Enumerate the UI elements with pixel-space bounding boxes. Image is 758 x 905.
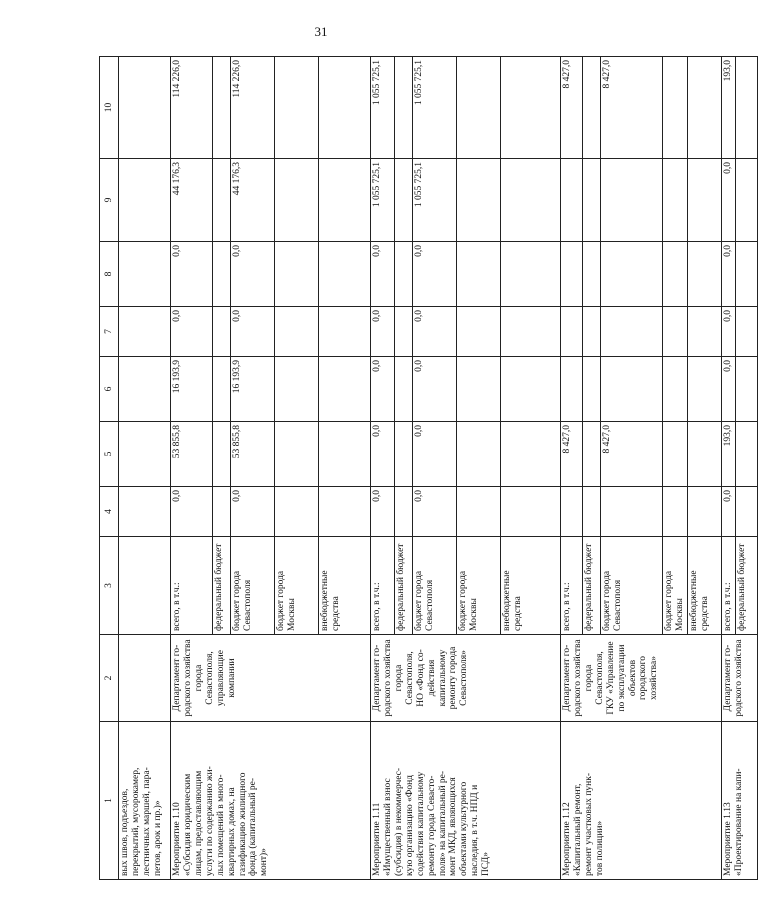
amount-cell [319,242,371,307]
measure-name-line: лицам, предоставляющим [193,770,204,876]
measure-name-line: ремонту города Севасто- [426,775,437,876]
amount-cell: 0,0 [371,422,395,487]
executor-line: компании [226,658,237,698]
rotated-table-container [99,57,747,880]
header-cell: 2 [100,635,119,722]
funding-source: бюджет города Севастополя [231,537,275,635]
amount-cell: 0,0 [413,307,457,357]
measure-name-line: газификацию жилищного [237,772,248,876]
amount-cell: 0,0 [231,307,275,357]
amount-cell [275,487,319,537]
amount-cell [319,422,371,487]
funding-source: всего, в т.ч.: [371,537,395,635]
amount-cell [687,57,721,159]
funding-source: бюджет города Москвы [275,537,319,635]
amount-cell: 8 427,0 [601,57,663,159]
amount-cell [275,159,319,242]
amount-cell [687,357,721,422]
measure-name-line: тов полиции» [594,820,605,876]
amount-cell [663,357,688,422]
amount-cell: 0,0 [721,357,735,422]
amount-cell [561,307,583,357]
amount-cell [601,307,663,357]
amount-cell [275,307,319,357]
amount-cell [735,487,757,537]
funding-source: бюджет города Москвы [663,537,688,635]
amount-cell: 0,0 [721,159,735,242]
amount-cell [213,487,231,537]
executor-line: Севастополя, [204,651,215,705]
amount-cell: 8 427,0 [561,422,583,487]
amount-cell [687,422,721,487]
measure-executor [561,635,722,722]
amount-cell [395,159,413,242]
measure-name-line: Мероприятие 1.13 [722,802,733,876]
amount-cell: 1 055 725,1 [371,159,395,242]
amount-cell [735,242,757,307]
funding-source: всего, в т.ч.: [171,537,213,635]
amount-cell [501,242,561,307]
amount-cell [561,159,583,242]
amount-cell: 0,0 [171,307,213,357]
executor-line: хозяйства» [649,655,660,701]
amount-cell: 8 427,0 [601,422,663,487]
measure-executor [171,635,371,722]
amount-cell: 0,0 [413,422,457,487]
amount-cell: 0,0 [371,242,395,307]
amount-cell: 8 427,0 [561,57,583,159]
amount-cell [601,487,663,537]
amount-cell: 114 226,0 [171,57,213,159]
measure-name-line: Мероприятие 1.10 [172,802,182,876]
amount-cell [275,422,319,487]
amount-cell [501,357,561,422]
amount-cell: 114 226,0 [231,57,275,159]
executor-line: Департамент го- [372,644,382,712]
amount-cell: 0,0 [371,357,395,422]
amount-cell [319,487,371,537]
amount-cell [735,357,757,422]
executor-line: управляющие [215,650,226,706]
amount-cell: 0,0 [413,487,457,537]
measure-name-line: поля» на капитальный ре- [437,770,448,876]
amount-cell: 0,0 [171,242,213,307]
executor-line: капитальному [437,649,448,707]
amount-cell [501,307,561,357]
continuation-line: перекрытий, мусорокамер, [130,767,141,876]
amount-cell [457,422,501,487]
executor-line: города [583,664,594,692]
executor-line: города [393,664,404,692]
executor-line: родского хозяйства [182,639,193,717]
amount-cell [395,487,413,537]
measure-name-line: лых помещений в много- [215,774,226,876]
header-cell: 6 [100,357,119,422]
executor-line: Севастополя, [404,651,415,705]
amount-cell: 44 176,3 [171,159,213,242]
amount-cell [319,307,371,357]
executor-line: ГКУ «Управление [605,641,616,715]
measure-name-line: (субсидия) в некоммерчес- [393,767,404,876]
amount-cell [601,357,663,422]
table-row [171,57,213,880]
continuation-line: петов, арок и пр.)» [152,800,163,876]
measure-name [371,722,561,880]
header-cell: 1 [100,722,119,880]
measure-name-line: ремонт участковых пунк- [583,772,594,876]
amount-cell: 193,0 [721,57,735,159]
amount-cell [275,357,319,422]
amount-cell [501,422,561,487]
amount-cell: 1 055 725,1 [413,159,457,242]
amount-cell [275,57,319,159]
executor-line: НО «Фонд со- [415,649,426,707]
table-row [721,57,735,880]
continuation-line: лестничных маршей, пара- [141,767,152,876]
amount-cell [601,242,663,307]
executor-line: по эксплуатации [616,644,627,712]
amount-cell [395,422,413,487]
amount-cell [501,159,561,242]
measure-name-line: Мероприятие 1.12 [562,802,572,876]
amount-cell [213,357,231,422]
amount-cell [735,159,757,242]
measure-name-line: наследия, в т.ч. НПД и [470,784,481,876]
amount-cell [735,307,757,357]
executor-line: Департамент го- [562,644,572,712]
executor-line: родского хозяйства [733,639,744,717]
amount-cell [583,487,601,537]
funding-source: бюджет города Севастополя [413,537,457,635]
header-cell: 10 [100,57,119,159]
amount-cell [213,57,231,159]
amount-cell [663,242,688,307]
amount-cell [663,159,688,242]
amount-cell [457,357,501,422]
executor-line: родского хозяйства [382,639,393,717]
amount-cell [213,242,231,307]
funding-source: федеральный бюджет [213,537,231,635]
executor-line: Севастополя» [459,650,470,706]
continuation-text [119,722,171,880]
header-cell: 5 [100,422,119,487]
measure-name-line: квартирных домах, на [226,787,237,876]
continuation-line: вых швов, подъездов, [120,788,130,876]
funding-source: бюджет города Москвы [457,537,501,635]
amount-cell [395,307,413,357]
amount-cell [735,422,757,487]
amount-cell: 53 855,8 [231,422,275,487]
executor-line: действия [426,659,437,697]
amount-cell [457,307,501,357]
executor-line: объектов [627,659,638,697]
amount-cell [319,159,371,242]
amount-cell [457,487,501,537]
amount-cell [583,422,601,487]
measure-name-line: кую организацию «Фонд [404,774,415,876]
amount-cell [395,57,413,159]
executor-line: города [193,664,204,692]
amount-cell [457,242,501,307]
amount-cell: 16 193,9 [231,357,275,422]
measure-name-line: объектами культурного [459,781,470,876]
executor-line: ремонту города [448,646,459,710]
table-body [100,57,758,880]
measure-name [721,722,757,880]
funding-source: федеральный бюджет [583,537,601,635]
measure-name-line: фонда (капитальный ре- [248,777,259,876]
funding-source: федеральный бюджет [735,537,757,635]
executor-line: городского [638,656,649,700]
amount-cell [583,57,601,159]
amount-cell: 0,0 [413,242,457,307]
measure-name-line: монт МКД, являющихся [448,777,459,876]
amount-cell [663,487,688,537]
amount-cell: 0,0 [231,487,275,537]
header-cell: 7 [100,307,119,357]
page-number: 31 [314,24,328,39]
amount-cell: 0,0 [721,307,735,357]
amount-cell: 1 055 725,1 [413,57,457,159]
amount-cell [319,357,371,422]
measure-name-line: Мероприятие 1.11 [372,802,382,876]
amount-cell [687,242,721,307]
header-row [100,57,119,880]
funding-source: внебюджетные средства [501,537,561,635]
amount-cell [601,159,663,242]
amount-cell [663,57,688,159]
amount-cell [275,242,319,307]
amount-cell [583,242,601,307]
amount-cell [213,159,231,242]
amount-cell [663,422,688,487]
funding-source: внебюджетные средства [319,537,371,635]
amount-cell [501,487,561,537]
funding-source: внебюджетные средства [687,537,721,635]
amount-cell [457,159,501,242]
amount-cell: 0,0 [721,242,735,307]
amount-cell: 193,0 [721,422,735,487]
amount-cell [687,487,721,537]
measure-name-line: «Капитальный ремонт, [572,783,583,876]
amount-cell [395,357,413,422]
amount-cell: 0,0 [171,487,213,537]
amount-cell: 0,0 [231,242,275,307]
measure-name-line: ПСД» [481,852,492,876]
measure-name-line: монт)» [259,848,270,876]
amount-cell [583,357,601,422]
header-cell: 8 [100,242,119,307]
measure-name-line: «Субсидия юридическим [182,773,193,876]
header-cell: 4 [100,487,119,537]
amount-cell: 0,0 [413,357,457,422]
executor-line: родского хозяйства [572,639,583,717]
amount-cell: 1 055 725,1 [371,57,395,159]
amount-cell [663,307,688,357]
amount-cell [457,57,501,159]
amount-cell: 0,0 [721,487,735,537]
measure-executor [371,635,561,722]
funding-source: федеральный бюджет [395,537,413,635]
amount-cell [319,57,371,159]
amount-cell [687,307,721,357]
measure-name [171,722,371,880]
measure-name-line: услуги по содержанию жи- [204,766,215,876]
measure-name-line: содействия капитальному [415,771,426,876]
header-cell: 3 [100,537,119,635]
amount-cell [583,159,601,242]
amount-cell [213,307,231,357]
amount-cell [561,487,583,537]
table-row [371,57,395,880]
amount-cell [583,307,601,357]
budget-table [99,56,758,880]
executor-line: Департамент го- [722,644,733,712]
amount-cell: 16 193,9 [171,357,213,422]
executor-line: Департамент го- [172,644,182,712]
funding-source: всего, в т.ч.: [721,537,735,635]
amount-cell: 53 855,8 [171,422,213,487]
amount-cell: 0,0 [371,307,395,357]
header-cell: 9 [100,159,119,242]
table-row [561,57,583,880]
amount-cell [687,159,721,242]
amount-cell [561,357,583,422]
funding-source: всего, в т.ч.: [561,537,583,635]
amount-cell [735,57,757,159]
amount-cell [395,242,413,307]
measure-name-line: «Имущественный взнос [382,778,393,876]
continuation-row [119,57,171,880]
measure-name-line: «Проектирование на капи- [733,768,744,876]
amount-cell: 0,0 [371,487,395,537]
executor-line: Севастополя, [594,651,605,705]
measure-name [561,722,722,880]
measure-executor [721,635,757,722]
funding-source: бюджет города Севастополя [601,537,663,635]
amount-cell [501,57,561,159]
amount-cell [213,422,231,487]
amount-cell: 44 176,3 [231,159,275,242]
amount-cell [561,242,583,307]
